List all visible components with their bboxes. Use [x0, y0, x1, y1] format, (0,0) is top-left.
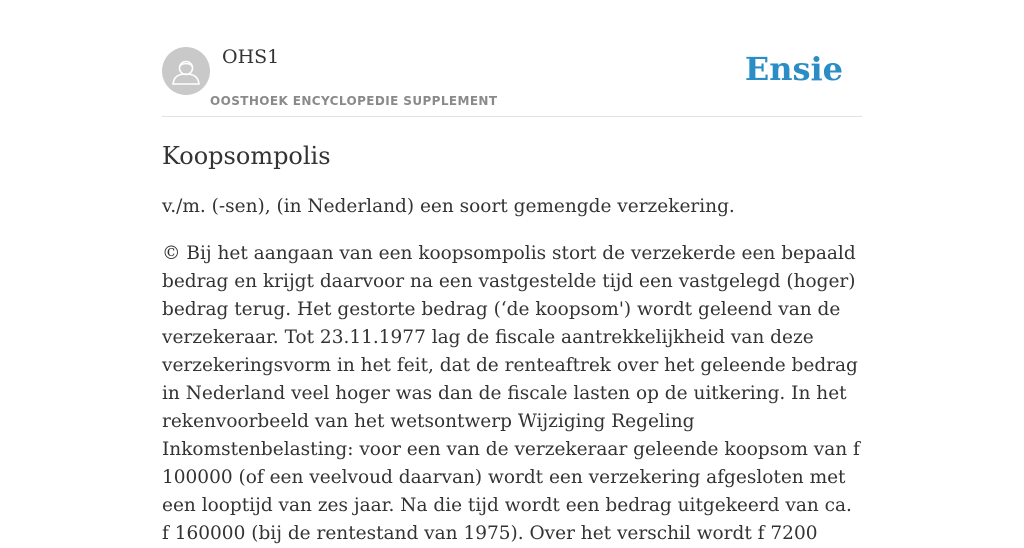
page-title: Koopsompolis — [162, 142, 331, 170]
user-icon — [162, 47, 210, 95]
definition-paragraph: v./m. (-sen), (in Nederland) een soort gemengde verzekering. — [162, 196, 735, 217]
avatar[interactable] — [162, 47, 210, 95]
header — [162, 0, 862, 117]
body-paragraph: © Bij het aangaan van een koopsompolis stort de verzekerde een bepaald bedrag en krijgt daarvoor na een vastgestelde tijd een vastgelegd (hoger) bedrag terug. Het gestorte bedrag (‘de koopsom') wordt geleend van de verzekeraar. Tot 23.11.1977 lag de fiscale aantrekkelijkheid van deze verzekeringsvorm in het feit, dat de renteaftrek over het geleende bedrag in Nederland veel hoger was dan de fiscale lasten op de uitkering. In het rekenvoorbeeld van het wetsontwerp Wijziging Regeling Inkomstenbelasting: voor een van de verzekeraar geleende koopsom van f 100000 (of een veelvoud daarvan) wordt een verzekering afgesloten met een looptijd van zes jaar. Na die tijd wordt een bedrag uitgekeerd van ca. f 160000 (bij de rentestand van 1975). Over het verschil wordt f 7200 — [162, 243, 860, 544]
page — [162, 0, 862, 548]
user-name[interactable]: OHS1 — [222, 46, 280, 68]
brand-logo[interactable]: Ensie — [744, 50, 843, 88]
source-label[interactable]: OOSTHOEK ENCYCLOPEDIE SUPPLEMENT — [210, 94, 498, 108]
